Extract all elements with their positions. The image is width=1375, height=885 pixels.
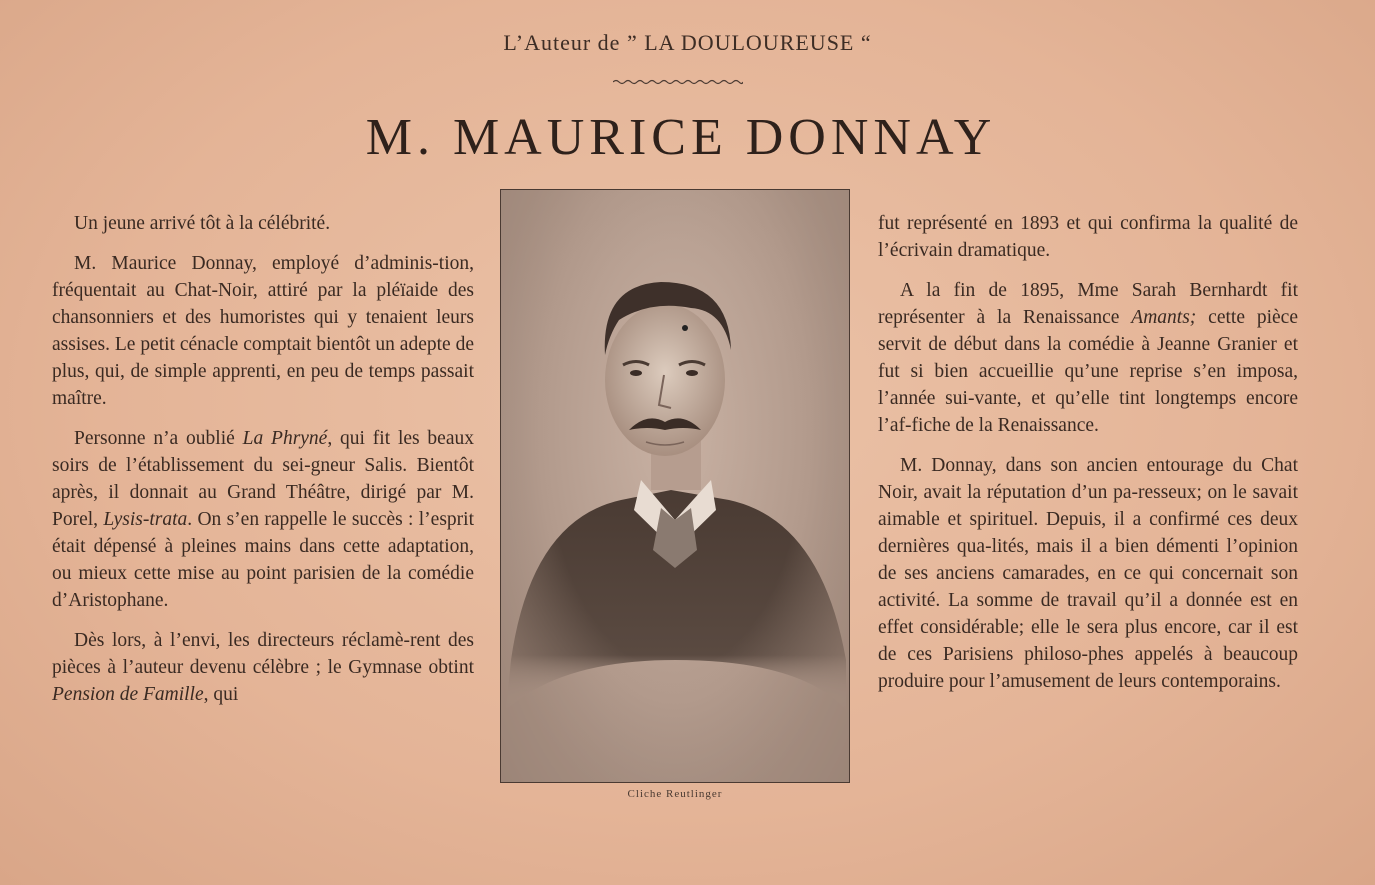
left-column [52, 210, 474, 721]
work-title-lysistrata: Lysis-trata [103, 509, 188, 530]
text-run: Dès lors, à l’envi, les directeurs réclamè-rent des pièces à l’auteur devenu célèbre ; le Gymnase obtint [52, 630, 474, 678]
left-paragraph-4 [52, 627, 474, 708]
left-paragraph-3 [52, 425, 474, 614]
work-title-amants: Amants; [1131, 307, 1197, 328]
work-title-phryne: La Phryné [242, 428, 328, 449]
ornament-divider [613, 78, 743, 86]
right-paragraph-3: M. Donnay, dans son ancien entourage du Chat Noir, avait la réputation d’un pa-resseux; on le savait aimable et spirituel. Depuis, il a confirmé ces deux dernières qua-lités, mais il a bien démenti l’opinion de ses anciens camarades, en ce qui concernait son activité. La somme de travail qu’il a donnée est en effet considérable; elle le sera plus encore, car il est de ces Parisiens philoso-phes appelés à beaucoup produire pour l’amusement de leurs contemporains. [878, 455, 1298, 692]
page-title: M. MAURICE DONNAY [365, 109, 997, 166]
photo-credit: Cliche Reutlinger [627, 788, 723, 800]
text-run: cette pièce servit de début dans la comédie à Jeanne Granier et fut si bien accueillie qu’une reprise s’en imposa, l’année sui-vante, et qu’elle tint longtemps encore l’af-fiche de la Renaissance. [878, 307, 1298, 436]
portrait-photo [500, 189, 850, 783]
left-paragraph-1: Un jeune arrivé tôt à la célébrité. [74, 213, 331, 234]
right-paragraph-1: fut représenté en 1893 et qui confirma la qualité de l’écrivain dramatique. [878, 213, 1298, 261]
work-title-pension: Pension de Famille [52, 684, 204, 705]
left-paragraph-2: M. Maurice Donnay, employé d’adminis-tion, fréquentait au Chat-Noir, attiré par la pléïaide des chansonniers et des humoristes qui y tenaient leurs assises. Le petit cénacle comptait bientôt un adepte de plus, qui, de simple apprenti, en peu de temps passait maître. [52, 253, 474, 409]
right-paragraph-2 [878, 277, 1298, 439]
text-run: . On s’en rappelle le succès : l’esprit était dépensé à pleines mains dans cette adaptation, ou mieux cette mise au point parisien de la comédie d’Aristophane. [52, 509, 474, 611]
right-column [878, 210, 1298, 708]
text-run: , qui [203, 684, 239, 705]
portrait-illustration [501, 190, 849, 782]
text-run: , qui fit les beaux soirs de l’établissement du sei-gneur Salis. Bientôt après, il donnait au Grand Théâtre, dirigé par M. Porel, [52, 428, 474, 530]
text-run: Personne n’a oublié [74, 428, 243, 449]
kicker: L’Auteur de ” LA DOULOUREUSE “ [503, 30, 872, 55]
text-run: A la fin de 1895, Mme Sarah Bernhardt fit représenter à la Renaissance [878, 280, 1298, 328]
